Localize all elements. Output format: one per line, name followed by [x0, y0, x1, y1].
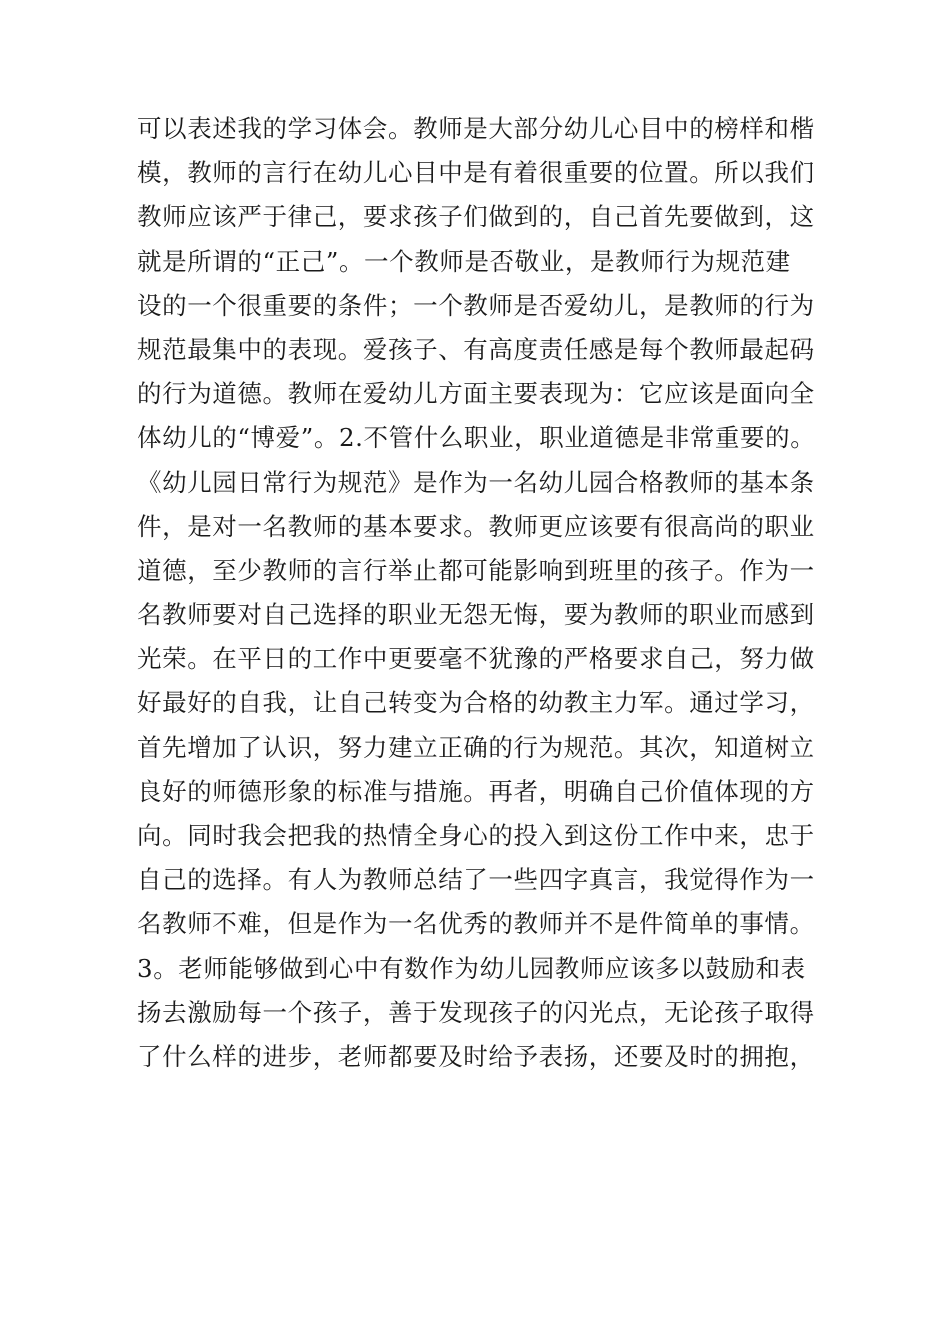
text-line: 模，教师的言行在幼儿心目中是有着很重要的位置。所以我们 [137, 158, 815, 188]
text-line: 就是所谓的“正己”。一个教师是否敬业，是教师行为规范建 [137, 246, 791, 276]
text-line: 了什么样的进步，老师都要及时给予表扬，还要及时的拥抱， [137, 1041, 815, 1071]
text-line: 自己的选择。有人为教师总结了一些四字真言，我觉得作为一 [137, 865, 815, 895]
text-line: 体幼儿的“博爱”。2.不管什么职业，职业道德是非常重要的。 [137, 423, 816, 453]
text-line: 可以表述我的学习体会。教师是大部分幼儿心目中的榜样和楷 [137, 114, 815, 143]
text-line: 良好的师德形象的标准与措施。再者，明确自己价值体现的方 [137, 776, 815, 806]
text-line: 光荣。在平日的工作中更要毫不犹豫的严格要求自己，努力做 [137, 644, 815, 674]
text-line: 扬去激励每一个孩子，善于发现孩子的闪光点，无论孩子取得 [137, 997, 815, 1027]
text-line: 向。同时我会把我的热情全身心的投入到这份工作中来，忠于 [137, 821, 815, 850]
text-line: 道德，至少教师的言行举止都可能影响到班里的孩子。作为一 [137, 555, 815, 585]
text-line: 教师应该严于律己，要求孩子们做到的，自己首先要做到，这 [137, 202, 815, 232]
text-line: 规范最集中的表现。爱孩子、有高度责任感是每个教师最起码 [137, 334, 815, 364]
body-text [137, 107, 847, 1079]
text-line: 的行为道德。教师在爱幼儿方面主要表现为：它应该是面向全 [137, 379, 815, 409]
text-line: 《幼儿园日常行为规范》是作为一名幼儿园合格教师的基本条 [137, 467, 815, 497]
text-line: 好最好的自我，让自己转变为合格的幼教主力军。通过学习， [137, 688, 815, 718]
text-line: 名教师不难，但是作为一名优秀的教师并不是件简单的事情。 [137, 909, 815, 939]
text-line: 设的一个很重要的条件；一个教师是否爱幼儿，是教师的行为 [137, 290, 815, 320]
text-line: 件，是对一名教师的基本要求。教师更应该要有很高尚的职业 [137, 511, 815, 541]
text-line: 名教师要对自己选择的职业无怨无悔，要为教师的职业而感到 [137, 600, 815, 630]
text-line: 首先增加了认识，努力建立正确的行为规范。其次，知道树立 [137, 732, 815, 762]
text-line: 3。老师能够做到心中有数作为幼儿园教师应该多以鼓励和表 [137, 953, 806, 983]
